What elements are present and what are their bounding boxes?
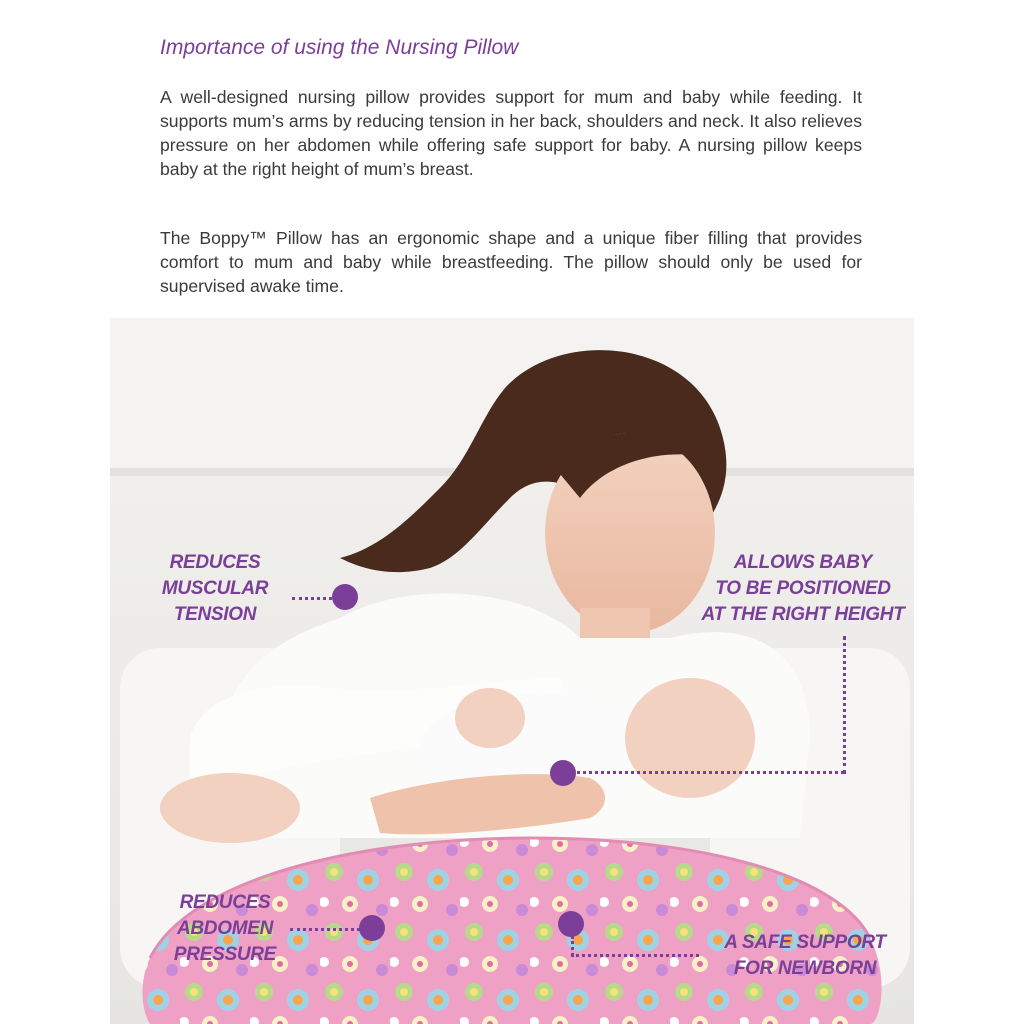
callout-abdomen-pressure: REDUCES ABDOMEN PRESSURE (173, 892, 277, 965)
height-connector-horizontal (572, 771, 844, 774)
page-heading: Importance of using the Nursing Pillow (160, 36, 519, 59)
callout-safe-support: A SAFE SUPPORT FOR NEWBORN (724, 932, 886, 979)
height-marker-dot (550, 760, 576, 786)
muscular-marker-dot (332, 584, 358, 610)
abdomen-marker-dot (359, 915, 385, 941)
callout-muscular-tension: REDUCES MUSCULAR TENSION (161, 552, 269, 625)
abdomen-connector (290, 928, 360, 931)
height-connector-vertical (843, 636, 846, 774)
intro-paragraph: A well-designed nursing pillow provides support for mum and baby while feeding. It supports mum’s arms by reducing tension in her back, shoulders and neck. It also relieves pressure on her abdomen while offering safe support for baby. A nursing pillow keeps baby at the right height of mum’s breast. (160, 87, 862, 179)
boppy-paragraph: The Boppy™ Pillow has an ergonomic shape and a unique fiber filling that provides comfort to mum and baby while breastfeeding. The pillow should only be used for supervised awake time. (160, 228, 862, 296)
callout-right-height: ALLOWS BABY TO BE POSITIONED AT THE RIGHT HEIGHT (701, 552, 905, 625)
newborn-marker-dot (558, 911, 584, 937)
newborn-connector-horizontal (571, 954, 699, 957)
newborn-connector-vertical (571, 936, 574, 956)
